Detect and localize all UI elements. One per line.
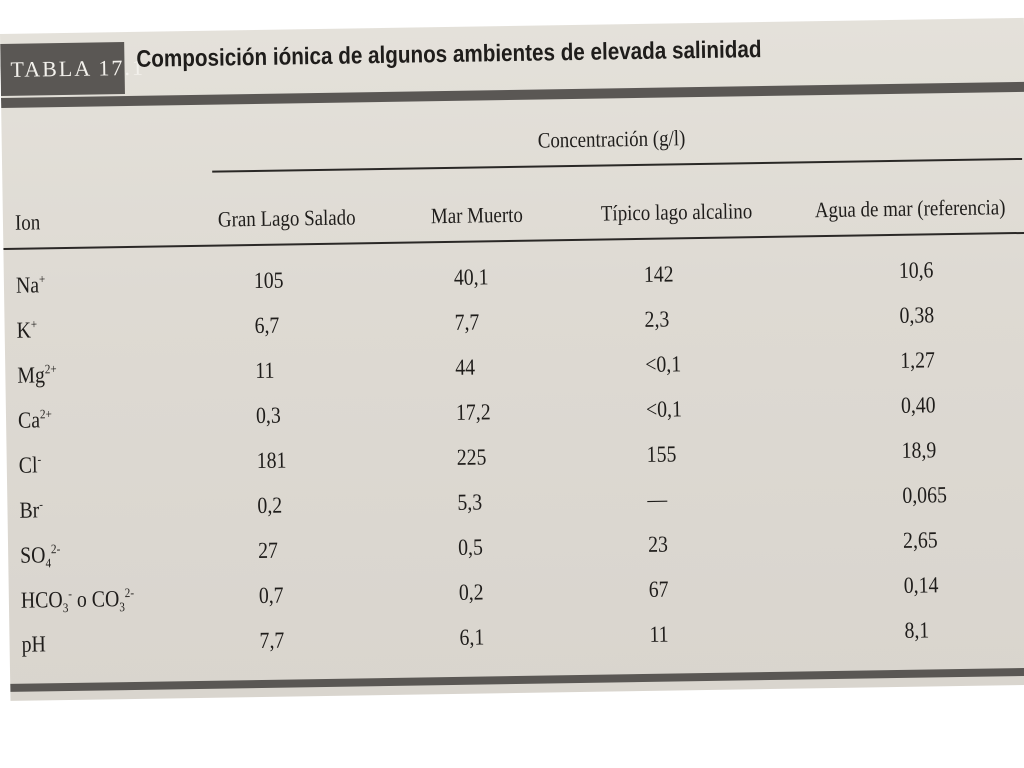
value-cell: 18,9 [901,437,937,463]
value-cell: 27 [257,537,279,564]
value-cell: 44 [455,354,476,380]
value-cell: 23 [647,531,669,557]
value-cell: 105 [253,267,284,294]
value-cell: 225 [456,444,487,470]
ion-cell: $Ca^{2+}$ [17,406,52,433]
value-cell: 5,3 [457,489,483,515]
ion-cell: $HCO_3^-$ o $CO_3^{2-}$ [20,584,135,616]
value-cell: 142 [643,261,674,287]
value-cell: 0,3 [255,402,281,429]
value-cell: <0,1 [645,396,683,422]
ion-cell: $SO_4^{2-}$ [19,541,61,571]
group-header-rule [212,158,1022,173]
table-title-bar [0,22,1024,102]
ion-cell: pH [21,631,46,657]
value-cell: 0,065 [902,482,948,508]
value-cell: 181 [256,447,287,474]
value-cell: 0,40 [900,392,936,418]
value-cell: 155 [646,441,677,467]
header-rule [3,232,1024,250]
value-cell: 2,3 [644,306,670,332]
value-cell: 7,7 [259,627,285,653]
value-cell: 40,1 [453,264,489,290]
value-cell: 1,27 [900,347,936,373]
value-cell: 0,38 [899,302,935,328]
ion-cell: K+ [16,316,38,343]
value-cell: <0,1 [645,351,682,377]
concentration-group-header: Concentración (g/l) [537,125,686,153]
value-cell: 11 [255,357,275,384]
value-cell: 17,2 [455,399,491,425]
value-cell: 0,7 [258,582,284,609]
value-cell: 0,2 [257,492,283,519]
value-cell: 67 [648,576,669,602]
column-header-mar-muerto: Mar Muerto [430,201,524,229]
value-cell: 7,7 [454,309,480,335]
ion-cell: Cl- [18,451,42,478]
value-cell: 8,1 [904,617,930,643]
value-cell: 6,1 [459,624,485,650]
value-cell: 11 [649,621,669,647]
column-header-gran-lago-salado: Gran Lago Salado [217,204,356,232]
value-cell: 6,7 [254,312,280,339]
column-header-ion: Ion [14,209,41,235]
ion-cell: Na+ [15,271,46,298]
value-cell: 0,2 [458,579,484,605]
ion-cell: Br- [19,496,44,523]
ion-cell: $Mg^{2+}$ [17,361,57,388]
column-header-agua-de-mar: Agua de mar (referencia) [814,194,1006,223]
value-cell: 0,14 [903,572,939,598]
value-cell: 2,65 [902,527,938,553]
value-cell: — [647,486,668,512]
scanned-table-page [0,18,1024,701]
value-cell: 0,5 [457,534,484,560]
value-cell: 10,6 [898,257,934,283]
table-title: Composición iónica de algunos ambientes de elevada salinidad [136,36,762,73]
column-header-tipico-lago-alcalino: Típico lago alcalino [600,198,753,226]
title-rule [1,82,1024,108]
table-number-tag: TABLA 17.1 [0,42,125,96]
